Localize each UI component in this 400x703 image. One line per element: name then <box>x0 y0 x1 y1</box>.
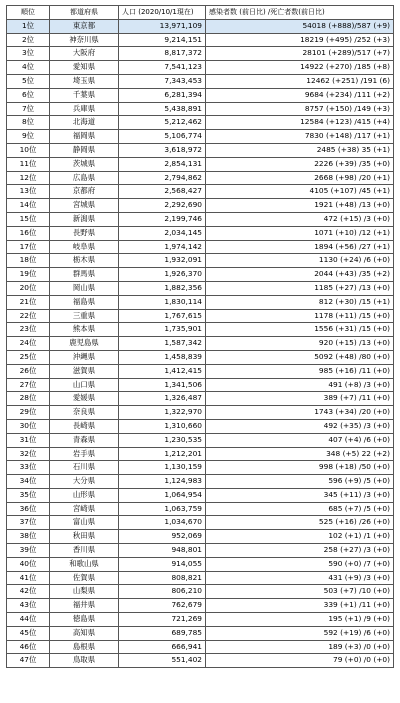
table-row <box>7 130 394 144</box>
prefecture-cell: 沖縄県 <box>50 350 119 364</box>
rank-cell: 2位 <box>7 33 50 47</box>
infections-cell: 1556 (+31) /15 (+0) <box>206 323 394 337</box>
table-row <box>7 571 394 585</box>
table-row <box>7 585 394 599</box>
rank-cell: 4位 <box>7 61 50 75</box>
infections-cell: 503 (+7) /10 (+0) <box>206 585 394 599</box>
prefecture-cell: 千葉県 <box>50 88 119 102</box>
rank-cell: 17位 <box>7 240 50 254</box>
infections-cell: 1921 (+48) /13 (+0) <box>206 199 394 213</box>
rank-cell: 16位 <box>7 226 50 240</box>
rank-cell: 23位 <box>7 323 50 337</box>
prefecture-cell: 東京都 <box>50 19 119 33</box>
header-rank: 順位 <box>7 6 50 20</box>
table-row <box>7 157 394 171</box>
prefecture-cell: 広島県 <box>50 171 119 185</box>
rank-cell: 36位 <box>7 502 50 516</box>
infections-cell: 1071 (+10) /12 (+1) <box>206 226 394 240</box>
table-row <box>7 626 394 640</box>
population-cell: 721,269 <box>119 613 206 627</box>
rank-cell: 29位 <box>7 406 50 420</box>
population-cell: 7,541,123 <box>119 61 206 75</box>
table-row <box>7 102 394 116</box>
prefecture-cell: 宮城県 <box>50 199 119 213</box>
rank-cell: 14位 <box>7 199 50 213</box>
table-row <box>7 392 394 406</box>
infections-cell: 1185 (+27) /13 (+0) <box>206 281 394 295</box>
table-row <box>7 212 394 226</box>
infections-cell: 431 (+9) /3 (+0) <box>206 571 394 585</box>
table-row <box>7 323 394 337</box>
prefecture-cell: 宮崎県 <box>50 502 119 516</box>
population-cell: 914,055 <box>119 557 206 571</box>
infections-cell: 998 (+18) /50 (+0) <box>206 461 394 475</box>
infections-cell: 1178 (+11) /15 (+0) <box>206 309 394 323</box>
prefecture-cell: 富山県 <box>50 516 119 530</box>
table-row <box>7 88 394 102</box>
prefecture-cell: 兵庫県 <box>50 102 119 116</box>
table-row <box>7 61 394 75</box>
rank-cell: 19位 <box>7 268 50 282</box>
rank-cell: 5位 <box>7 74 50 88</box>
infections-cell: 4105 (+107) /45 (+1) <box>206 185 394 199</box>
population-cell: 3,618,972 <box>119 143 206 157</box>
population-cell: 1,458,839 <box>119 350 206 364</box>
table-row <box>7 447 394 461</box>
infections-cell: 407 (+4) /6 (+0) <box>206 433 394 447</box>
rank-cell: 6位 <box>7 88 50 102</box>
prefecture-cell: 岐阜県 <box>50 240 119 254</box>
rank-cell: 40位 <box>7 557 50 571</box>
prefecture-cell: 愛知県 <box>50 61 119 75</box>
rank-cell: 45位 <box>7 626 50 640</box>
prefecture-cell: 秋田県 <box>50 530 119 544</box>
table-row <box>7 613 394 627</box>
population-cell: 1,063,759 <box>119 502 206 516</box>
population-cell: 1,230,535 <box>119 433 206 447</box>
infections-cell: 920 (+15) /13 (+0) <box>206 337 394 351</box>
infections-cell: 590 (+0) /7 (+0) <box>206 557 394 571</box>
table-row <box>7 199 394 213</box>
infections-cell: 596 (+9) /5 (+0) <box>206 475 394 489</box>
prefecture-cell: 大阪府 <box>50 47 119 61</box>
population-cell: 551,402 <box>119 654 206 668</box>
population-cell: 5,106,774 <box>119 130 206 144</box>
prefecture-cell: 岩手県 <box>50 447 119 461</box>
prefecture-cell: 奈良県 <box>50 406 119 420</box>
prefecture-cell: 岡山県 <box>50 281 119 295</box>
population-cell: 1,974,142 <box>119 240 206 254</box>
rank-cell: 34位 <box>7 475 50 489</box>
infections-cell: 492 (+35) /3 (+0) <box>206 419 394 433</box>
population-cell: 1,124,983 <box>119 475 206 489</box>
population-cell: 1,326,487 <box>119 392 206 406</box>
table-row <box>7 254 394 268</box>
infections-cell: 79 (+0) /0 (+0) <box>206 654 394 668</box>
infections-cell: 5092 (+48) /80 (+0) <box>206 350 394 364</box>
rank-cell: 22位 <box>7 309 50 323</box>
population-cell: 1,322,970 <box>119 406 206 420</box>
table-row <box>7 143 394 157</box>
infections-cell: 345 (+11) /3 (+0) <box>206 488 394 502</box>
infections-cell: 189 (+3) /0 (+0) <box>206 640 394 654</box>
table-header-row <box>7 6 394 20</box>
infections-cell: 348 (+5) 22 (+2) <box>206 447 394 461</box>
infections-cell: 491 (+8) /3 (+0) <box>206 378 394 392</box>
prefecture-cell: 青森県 <box>50 433 119 447</box>
population-cell: 948,801 <box>119 544 206 558</box>
infections-cell: 685 (+7) /5 (+0) <box>206 502 394 516</box>
table-row <box>7 74 394 88</box>
infections-cell: 1130 (+24) /6 (+0) <box>206 254 394 268</box>
infections-cell: 2668 (+98) /20 (+1) <box>206 171 394 185</box>
infections-cell: 812 (+30) /15 (+1) <box>206 295 394 309</box>
infections-cell: 195 (+1) /9 (+0) <box>206 613 394 627</box>
prefecture-cell: 静岡県 <box>50 143 119 157</box>
population-cell: 666,941 <box>119 640 206 654</box>
population-cell: 1,767,615 <box>119 309 206 323</box>
table-row <box>7 268 394 282</box>
prefecture-cell: 埼玉県 <box>50 74 119 88</box>
prefecture-cell: 香川県 <box>50 544 119 558</box>
table-row <box>7 544 394 558</box>
rank-cell: 33位 <box>7 461 50 475</box>
rank-cell: 11位 <box>7 157 50 171</box>
table-row <box>7 557 394 571</box>
rank-cell: 44位 <box>7 613 50 627</box>
population-cell: 1,212,201 <box>119 447 206 461</box>
table-body <box>7 19 394 667</box>
infections-cell: 7830 (+148) /117 (+1) <box>206 130 394 144</box>
population-cell: 2,199,746 <box>119 212 206 226</box>
infections-cell: 9684 (+234) /111 (+2) <box>206 88 394 102</box>
population-cell: 1,130,159 <box>119 461 206 475</box>
rank-cell: 27位 <box>7 378 50 392</box>
table-row <box>7 502 394 516</box>
population-cell: 2,292,690 <box>119 199 206 213</box>
prefecture-cell: 茨城県 <box>50 157 119 171</box>
population-cell: 5,212,462 <box>119 116 206 130</box>
table-row <box>7 599 394 613</box>
infections-cell: 1894 (+56) /27 (+1) <box>206 240 394 254</box>
table-row <box>7 461 394 475</box>
rank-cell: 20位 <box>7 281 50 295</box>
infections-cell: 54018 (+888)/587 (+9) <box>206 19 394 33</box>
infections-cell: 339 (+1) /11 (+0) <box>206 599 394 613</box>
table-row <box>7 337 394 351</box>
table-row <box>7 530 394 544</box>
table-row <box>7 378 394 392</box>
infections-cell: 258 (+27) /3 (+0) <box>206 544 394 558</box>
prefecture-cell: 三重県 <box>50 309 119 323</box>
population-cell: 5,438,891 <box>119 102 206 116</box>
rank-cell: 47位 <box>7 654 50 668</box>
prefecture-cell: 山口県 <box>50 378 119 392</box>
infections-cell: 28101 (+289)/517 (+7) <box>206 47 394 61</box>
infections-cell: 102 (+1) /1 (+0) <box>206 530 394 544</box>
population-cell: 762,679 <box>119 599 206 613</box>
rank-cell: 41位 <box>7 571 50 585</box>
population-cell: 1,926,370 <box>119 268 206 282</box>
population-cell: 1,587,342 <box>119 337 206 351</box>
population-cell: 952,069 <box>119 530 206 544</box>
rank-cell: 26位 <box>7 364 50 378</box>
rank-cell: 24位 <box>7 337 50 351</box>
table-row <box>7 640 394 654</box>
rank-cell: 7位 <box>7 102 50 116</box>
rank-cell: 46位 <box>7 640 50 654</box>
prefecture-cell: 鳥取県 <box>50 654 119 668</box>
population-cell: 2,854,131 <box>119 157 206 171</box>
rank-cell: 13位 <box>7 185 50 199</box>
prefecture-cell: 和歌山県 <box>50 557 119 571</box>
prefecture-cell: 福島県 <box>50 295 119 309</box>
rank-cell: 38位 <box>7 530 50 544</box>
infections-cell: 14922 (+270) /185 (+8) <box>206 61 394 75</box>
population-cell: 1,932,091 <box>119 254 206 268</box>
table-row <box>7 419 394 433</box>
infections-cell: 2226 (+39) /35 (+0) <box>206 157 394 171</box>
population-cell: 2,034,145 <box>119 226 206 240</box>
prefecture-cell: 鹿児島県 <box>50 337 119 351</box>
prefecture-cell: 福井県 <box>50 599 119 613</box>
table-row <box>7 33 394 47</box>
rank-cell: 21位 <box>7 295 50 309</box>
table-row <box>7 281 394 295</box>
table-row <box>7 116 394 130</box>
population-cell: 2,794,862 <box>119 171 206 185</box>
population-cell: 2,568,427 <box>119 185 206 199</box>
rank-cell: 32位 <box>7 447 50 461</box>
rank-cell: 1位 <box>7 19 50 33</box>
population-cell: 1,310,660 <box>119 419 206 433</box>
table-row <box>7 350 394 364</box>
table-row <box>7 47 394 61</box>
prefecture-table <box>6 5 394 668</box>
rank-cell: 30位 <box>7 419 50 433</box>
table-row <box>7 19 394 33</box>
header-infections: 感染者数 (前日比) /死亡者数(前日比) <box>206 6 394 20</box>
rank-cell: 9位 <box>7 130 50 144</box>
table-row <box>7 475 394 489</box>
table-row <box>7 406 394 420</box>
population-cell: 7,343,453 <box>119 74 206 88</box>
rank-cell: 39位 <box>7 544 50 558</box>
prefecture-cell: 栃木県 <box>50 254 119 268</box>
rank-cell: 31位 <box>7 433 50 447</box>
population-cell: 1,882,356 <box>119 281 206 295</box>
prefecture-cell: 神奈川県 <box>50 33 119 47</box>
rank-cell: 18位 <box>7 254 50 268</box>
infections-cell: 2044 (+43) /35 (+2) <box>206 268 394 282</box>
header-population: 人口 (2020/10/1現在) <box>119 6 206 20</box>
infections-cell: 985 (+16) /11 (+0) <box>206 364 394 378</box>
population-cell: 8,817,372 <box>119 47 206 61</box>
population-cell: 1,064,954 <box>119 488 206 502</box>
table-row <box>7 364 394 378</box>
rank-cell: 42位 <box>7 585 50 599</box>
prefecture-cell: 石川県 <box>50 461 119 475</box>
population-cell: 806,210 <box>119 585 206 599</box>
prefecture-cell: 群馬県 <box>50 268 119 282</box>
prefecture-cell: 熊本県 <box>50 323 119 337</box>
population-cell: 1,830,114 <box>119 295 206 309</box>
population-cell: 9,214,151 <box>119 33 206 47</box>
infections-cell: 8757 (+150) /149 (+3) <box>206 102 394 116</box>
rank-cell: 35位 <box>7 488 50 502</box>
prefecture-cell: 高知県 <box>50 626 119 640</box>
table-row <box>7 433 394 447</box>
table-row <box>7 240 394 254</box>
prefecture-cell: 山梨県 <box>50 585 119 599</box>
prefecture-cell: 新潟県 <box>50 212 119 226</box>
population-cell: 1,034,670 <box>119 516 206 530</box>
infections-cell: 2485 (+38) 35 (+1) <box>206 143 394 157</box>
table-row <box>7 488 394 502</box>
infections-cell: 18219 (+495) /252 (+3) <box>206 33 394 47</box>
infections-cell: 472 (+15) /3 (+0) <box>206 212 394 226</box>
prefecture-cell: 山形県 <box>50 488 119 502</box>
population-cell: 6,281,394 <box>119 88 206 102</box>
population-cell: 1,735,901 <box>119 323 206 337</box>
rank-cell: 43位 <box>7 599 50 613</box>
prefecture-cell: 北海道 <box>50 116 119 130</box>
prefecture-cell: 京都府 <box>50 185 119 199</box>
infections-cell: 592 (+19) /6 (+0) <box>206 626 394 640</box>
prefecture-cell: 長崎県 <box>50 419 119 433</box>
infections-cell: 389 (+7) /11 (+0) <box>206 392 394 406</box>
rank-cell: 10位 <box>7 143 50 157</box>
table-row <box>7 185 394 199</box>
rank-cell: 3位 <box>7 47 50 61</box>
infections-cell: 12462 (+251) /191 (6) <box>206 74 394 88</box>
table-row <box>7 654 394 668</box>
table-row <box>7 516 394 530</box>
population-cell: 808,821 <box>119 571 206 585</box>
header-prefecture: 都道府県 <box>50 6 119 20</box>
rank-cell: 15位 <box>7 212 50 226</box>
rank-cell: 12位 <box>7 171 50 185</box>
rank-cell: 28位 <box>7 392 50 406</box>
prefecture-cell: 徳島県 <box>50 613 119 627</box>
prefecture-cell: 長野県 <box>50 226 119 240</box>
population-cell: 689,785 <box>119 626 206 640</box>
prefecture-cell: 福岡県 <box>50 130 119 144</box>
infections-cell: 525 (+16) /26 (+0) <box>206 516 394 530</box>
prefecture-cell: 大分県 <box>50 475 119 489</box>
rank-cell: 25位 <box>7 350 50 364</box>
rank-cell: 8位 <box>7 116 50 130</box>
population-cell: 1,341,506 <box>119 378 206 392</box>
infections-cell: 12584 (+123) /415 (+4) <box>206 116 394 130</box>
prefecture-cell: 島根県 <box>50 640 119 654</box>
table-row <box>7 295 394 309</box>
table-row <box>7 226 394 240</box>
prefecture-cell: 愛媛県 <box>50 392 119 406</box>
rank-cell: 37位 <box>7 516 50 530</box>
prefecture-cell: 佐賀県 <box>50 571 119 585</box>
population-cell: 1,412,415 <box>119 364 206 378</box>
infections-cell: 1743 (+34) /20 (+0) <box>206 406 394 420</box>
population-cell: 13,971,109 <box>119 19 206 33</box>
table-row <box>7 171 394 185</box>
table-row <box>7 309 394 323</box>
prefecture-cell: 滋賀県 <box>50 364 119 378</box>
